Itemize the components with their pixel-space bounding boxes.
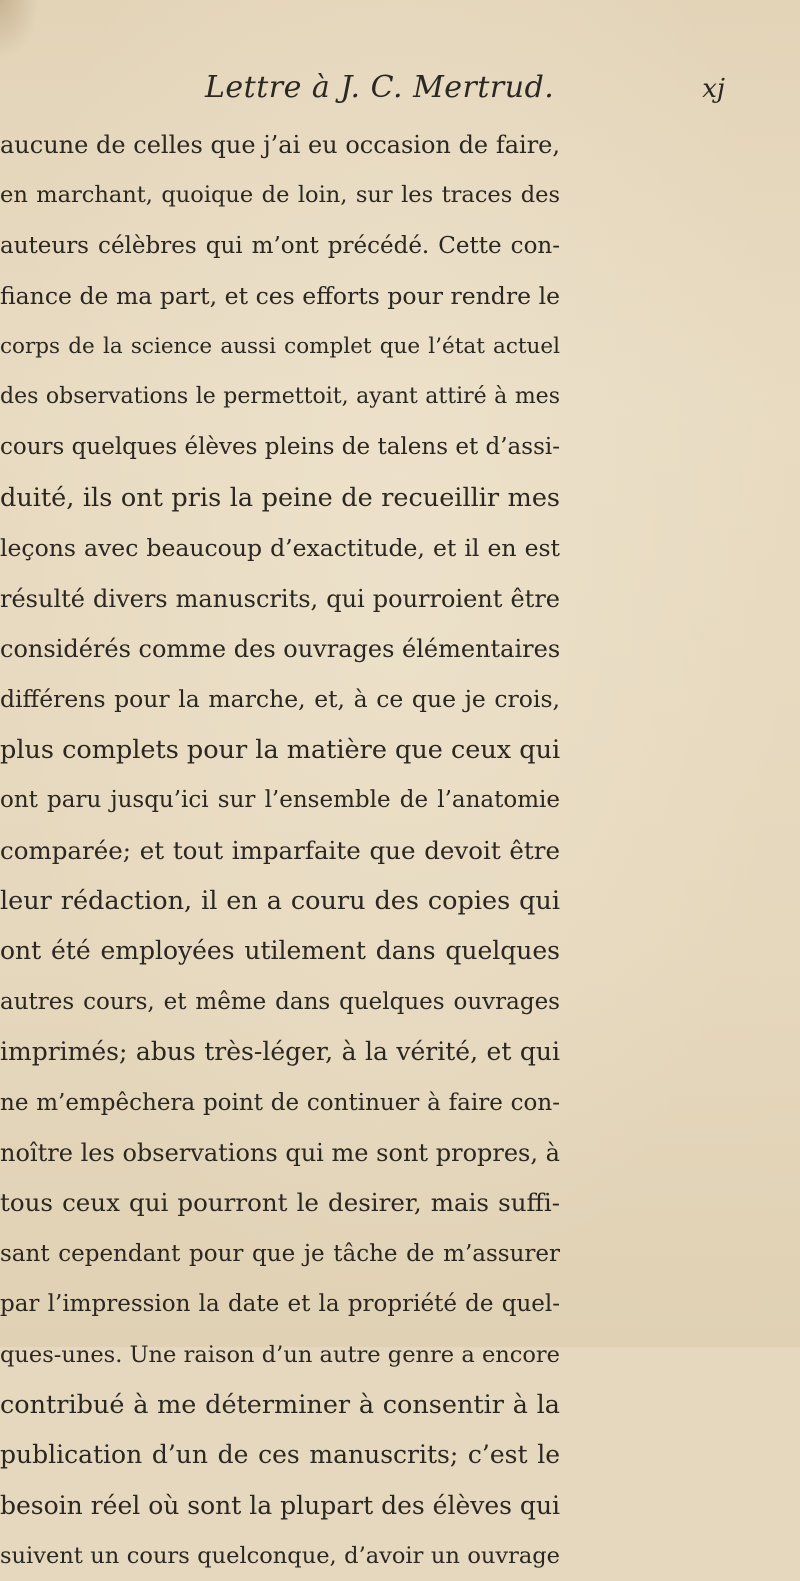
running-title: Lettre à J. C. Mertrud. bbox=[205, 70, 555, 105]
text-line: comparée; et tout imparfaite que devoit être bbox=[0, 835, 560, 865]
text-line: sant cependant pour que je tâche de m’assurer bbox=[0, 1240, 560, 1267]
text-line: auteurs célèbres qui m’ont précédé. Cette con- bbox=[0, 232, 560, 259]
page-header bbox=[205, 66, 725, 114]
text-line: leur rédaction, il en a couru des copies qui bbox=[0, 886, 560, 916]
text-line: considérés comme des ouvrages élémentaires bbox=[0, 635, 561, 663]
text-line: résulté divers manuscrits, qui pourroient être bbox=[0, 584, 560, 613]
text-line: aucune de celles que j’ai eu occasion de faire, bbox=[0, 131, 560, 159]
text-line: duité, ils ont pris la peine de recueillir mes bbox=[0, 482, 560, 513]
text-line: ont paru jusqu’ici sur l’ensemble de l’anatomie bbox=[0, 787, 560, 814]
text-line: cours quelques élèves pleins de talens et d’assi- bbox=[0, 434, 560, 461]
text-line: besoin réel où sont la plupart des élèves qui bbox=[0, 1490, 561, 1520]
text-line: ont été employées utilement dans quelques bbox=[0, 936, 560, 966]
text-line: des observations le permettoit, ayant attiré à mes bbox=[0, 384, 560, 409]
text-line: contribué à me déterminer à consentir à la bbox=[0, 1390, 560, 1420]
text-line: en marchant, quoique de loin, sur les traces des bbox=[0, 182, 560, 209]
text-line: imprimés; abus très-léger, à la vérité, et qui bbox=[0, 1037, 560, 1067]
text-line: noître les observations qui me sont propres, à bbox=[0, 1139, 560, 1167]
paper-stain bbox=[0, 0, 40, 60]
text-line: différens pour la marche, et, à ce que je crois, bbox=[0, 685, 560, 714]
text-line: fiance de ma part, et ces efforts pour rendre le bbox=[0, 282, 560, 311]
text-line: ne m’empêchera point de continuer à faire con- bbox=[0, 1089, 560, 1116]
text-line: corps de la science aussi complet que l’état actuel bbox=[0, 333, 560, 359]
page-number: xj bbox=[702, 74, 725, 104]
text-line: suivent un cours quelconque, d’avoir un ouvrage bbox=[0, 1543, 560, 1570]
text-line: autres cours, et même dans quelques ouvrages bbox=[0, 988, 560, 1015]
text-line: par l’impression la date et la propriété de quel- bbox=[0, 1291, 560, 1318]
text-line: leçons avec beaucoup d’exactitude, et il en est bbox=[0, 534, 560, 563]
text-line: publication d’un de ces manuscrits; c’est le bbox=[0, 1440, 560, 1470]
text-line: plus complets pour la matière que ceux qui bbox=[0, 734, 561, 765]
text-line: tous ceux qui pourront le desirer, mais suffi- bbox=[0, 1188, 560, 1218]
text-line: ques-unes. Une raison d’un autre genre a encore bbox=[0, 1341, 560, 1368]
